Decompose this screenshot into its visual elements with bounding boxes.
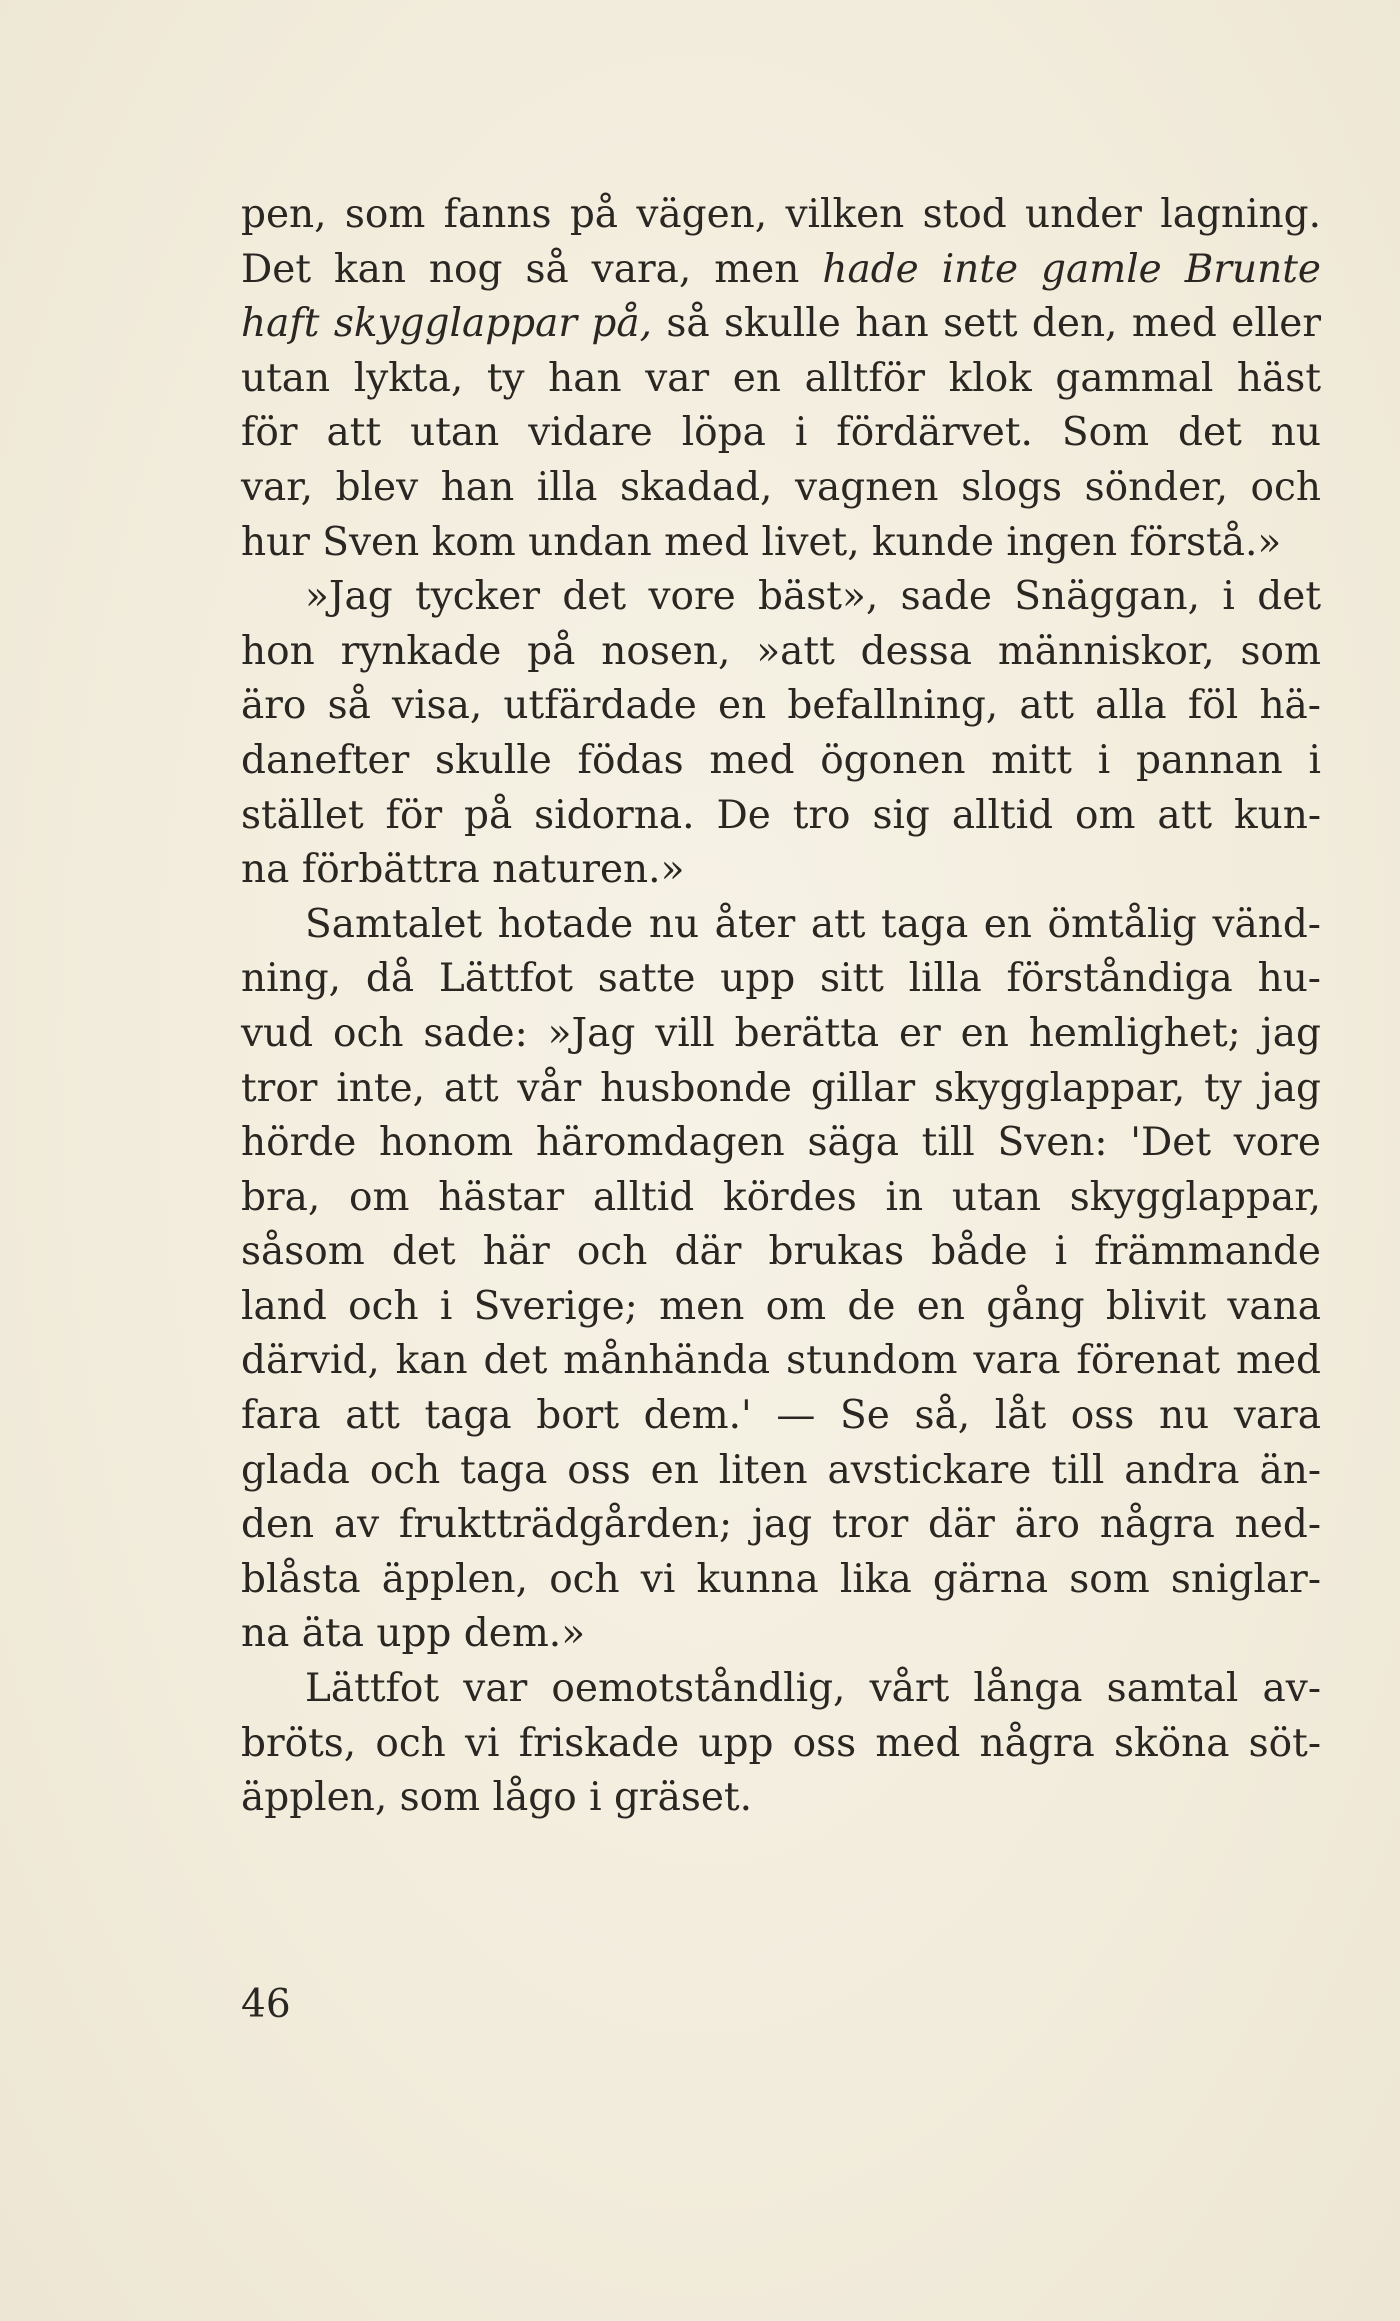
text-line: för att utan vidare löpa i fördärvet. Som det nu [241,410,1321,456]
text-line: Samtalet hotade nu åter att taga en ömtålig vänd- [305,901,1321,947]
text-line: pen, som fanns på vägen, vilken stod under lagning. [241,192,1321,237]
text-line: utan lykta, ty han var en alltför klok gammal häst [241,355,1321,401]
text-line: fara att taga bort dem.' — Se så, låt oss nu vara [241,1393,1321,1439]
text-line: hur Sven kom undan med livet, kunde ingen förstå.» [241,519,1282,565]
text-line [241,243,1321,298]
text-line: bra, om hästar alltid kördes in utan skygglappar, [241,1174,1321,1220]
text-line: var, blev han illa skadad, vagnen slogs sönder, och [241,464,1321,510]
text-segment: Det kan nog så vara, men [241,246,823,292]
text-line: land och i Sverige; men om de en gång blivit vana [241,1283,1321,1329]
text-line: stället för på sidorna. De tro sig alltid om att kun- [241,792,1321,838]
text-line: Lättfot var oemotståndlig, vårt långa samtal av- [305,1666,1321,1712]
text-line: na förbättra naturen.» [241,847,685,893]
text-line: bröts, och vi friskade upp oss med några sköna söt- [241,1720,1321,1766]
italic-phrase: haft skygglappar på, [241,301,653,347]
text-line: den av fruktträdgården; jag tror där äro några ned- [241,1502,1321,1548]
text-line: danefter skulle födas med ögonen mitt i pannan i [241,737,1321,783]
text-line: därvid, kan det månhända stundom vara förenat med [241,1338,1321,1384]
text-line: hörde honom häromdagen säga till Sven: 'Det vore [241,1120,1321,1166]
page-number: 46 [241,1982,291,2027]
text-line: blåsta äpplen, och vi kunna lika gärna som sniglar- [241,1556,1321,1602]
text-line: glada och taga oss en liten avstickare till andra än- [241,1447,1321,1493]
body-text [241,188,1321,1826]
text-line: äro så visa, utfärdade en befallning, att alla föl hä- [241,683,1321,729]
text-line: tror inte, att vår husbonde gillar skygglappar, ty jag [241,1065,1321,1111]
text-line: äpplen, som lågo i gräset. [241,1775,752,1821]
text-segment: så skulle han sett den, med eller [652,301,1321,347]
italic-phrase: hade inte gamle Brunte [822,246,1321,292]
text-line [241,297,1321,352]
text-line: hon rynkade på nosen, »att dessa människor, som [241,628,1321,674]
text-line: ning, då Lättfot satte upp sitt lilla förståndiga hu- [241,956,1321,1002]
text-line: vud och sade: »Jag vill berätta er en hemlighet; jag [241,1010,1321,1056]
text-line: såsom det här och där brukas både i främmande [241,1229,1321,1275]
text-line: »Jag tycker det vore bäst», sade Snäggan, i det [305,574,1321,620]
text-line: na äta upp dem.» [241,1611,586,1657]
